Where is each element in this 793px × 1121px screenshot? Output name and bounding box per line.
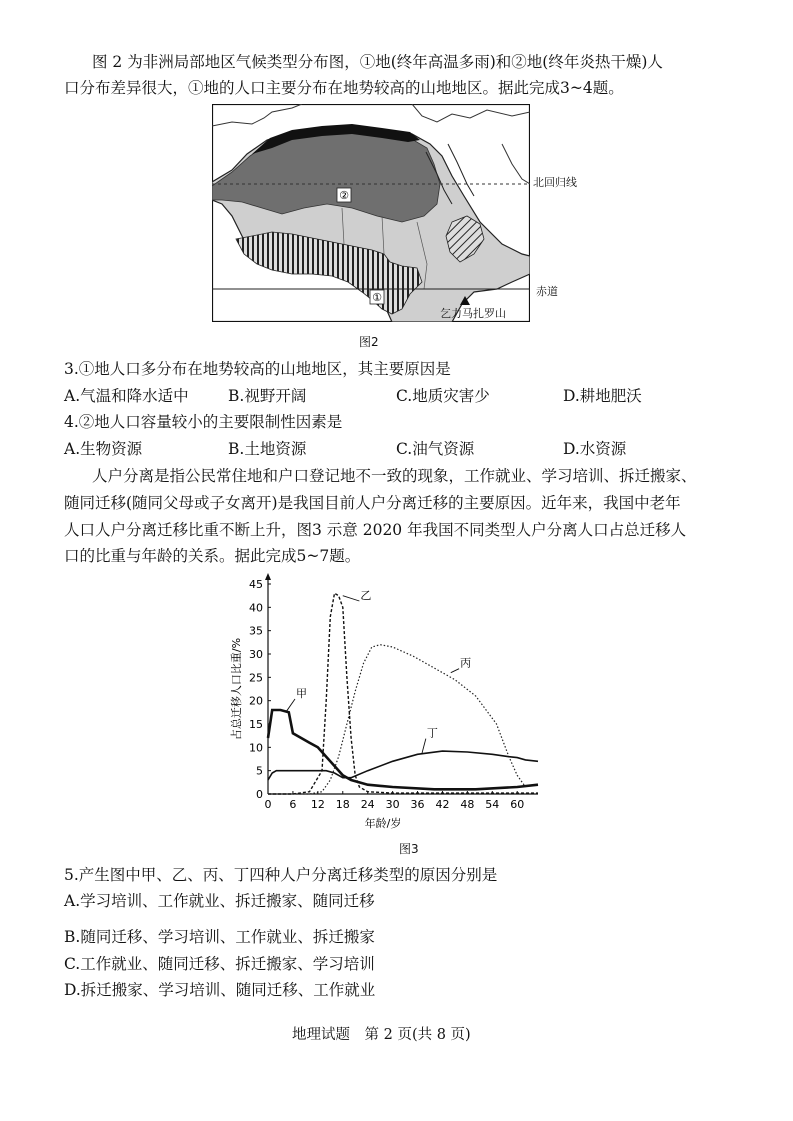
kilimanjaro-label: 乞力马扎罗山 bbox=[440, 307, 506, 320]
q3-option-d[interactable]: D.耕地肥沃 bbox=[563, 387, 642, 405]
y-tick-label: 10 bbox=[249, 741, 263, 755]
q5-option-b[interactable]: B.随同迁移、学习培训、工作就业、拆迁搬家 bbox=[64, 928, 375, 946]
q3-option-b[interactable]: B.视野开阔 bbox=[228, 387, 307, 405]
intro-line-1: 图 2 为非洲局部地区气候类型分布图，①地(终年高温多雨)和②地(终年炎热干燥)人 bbox=[92, 53, 663, 71]
series-leader-甲 bbox=[287, 699, 295, 711]
q5-stem: 5.产生图中甲、乙、丙、丁四种人户分离迁移类型的原因分别是 bbox=[64, 866, 498, 884]
series-leader-丁 bbox=[422, 739, 426, 755]
series-line-甲 bbox=[268, 710, 538, 789]
series-line-丁 bbox=[268, 751, 538, 780]
africa-climate-map bbox=[212, 104, 530, 322]
series-label-甲: 甲 bbox=[296, 687, 307, 700]
q5-option-a[interactable]: A.学习培训、工作就业、拆迁搬家、随同迁移 bbox=[64, 892, 375, 910]
x-tick-label: 24 bbox=[360, 798, 375, 811]
y-tick-label: 40 bbox=[249, 601, 263, 615]
x-tick-label: 60 bbox=[510, 798, 525, 811]
x-tick-label: 54 bbox=[485, 798, 500, 811]
x-tick-label: 0 bbox=[264, 798, 272, 811]
q4-option-a[interactable]: A.生物资源 bbox=[64, 440, 143, 458]
y-axis-arrow bbox=[265, 573, 271, 580]
q5-option-c[interactable]: C.工作就业、随同迁移、拆迁搬家、学习培训 bbox=[64, 955, 375, 973]
x-axis-label: 年龄/岁 bbox=[364, 817, 402, 830]
q4-option-c[interactable]: C.油气资源 bbox=[396, 440, 475, 458]
y-tick-label: 15 bbox=[249, 718, 263, 731]
x-tick-label: 12 bbox=[310, 798, 325, 811]
x-tick-label: 6 bbox=[289, 798, 297, 811]
y-axis-label: 占总迁移人口比重/% bbox=[230, 637, 243, 741]
q3-option-c[interactable]: C.地质灾害少 bbox=[396, 387, 490, 405]
passage-line-3: 人口人户分离迁移比重不断上升，图3 示意 2020 年我国不同类型人户分离人口占总迁移人 bbox=[64, 521, 687, 539]
y-tick-label: 20 bbox=[249, 694, 263, 708]
q5-option-d[interactable]: D.拆迁搬家、学习培训、随同迁移、工作就业 bbox=[64, 981, 376, 999]
figure3-caption: 图3 bbox=[399, 842, 419, 856]
region1-label: ① bbox=[372, 291, 382, 304]
series-label-丁: 丁 bbox=[426, 726, 438, 740]
migration-age-chart bbox=[226, 570, 556, 832]
series-line-丙 bbox=[268, 645, 526, 794]
series-label-乙: 乙 bbox=[360, 589, 372, 602]
series-leader-乙 bbox=[343, 596, 360, 601]
x-tick-label: 42 bbox=[435, 798, 450, 811]
equator-label: 赤道 bbox=[536, 285, 558, 298]
passage-line-4: 口的比重与年龄的关系。据此完成5~7题。 bbox=[64, 547, 361, 565]
y-tick-label: 30 bbox=[249, 648, 263, 661]
passage-line-1: 人户分离是指公民常住地和户口登记地不一致的现象，工作就业、学习培训、拆迁搬家、 bbox=[92, 467, 697, 485]
y-tick-label: 5 bbox=[256, 764, 263, 778]
x-tick-label: 36 bbox=[410, 798, 425, 811]
q3-stem: 3.①地人口多分布在地势较高的山地地区，其主要原因是 bbox=[64, 360, 451, 378]
intro-line-2: 口分布差异很大，①地的人口主要分布在地势较高的山地地区。据此完成3~4题。 bbox=[64, 79, 624, 97]
tropic-label: 北回归线 bbox=[533, 176, 577, 189]
y-tick-label: 35 bbox=[249, 624, 263, 638]
q3-option-a[interactable]: A.气温和降水适中 bbox=[64, 387, 189, 405]
q4-option-d[interactable]: D.水资源 bbox=[563, 440, 627, 458]
x-tick-label: 18 bbox=[335, 798, 350, 811]
region2-label: ② bbox=[339, 189, 349, 202]
x-tick-label: 30 bbox=[385, 798, 400, 811]
q4-option-b[interactable]: B.土地资源 bbox=[228, 440, 307, 458]
passage-line-2: 随同迁移(随同父母或子女离开)是我国目前人户分离迁移的主要原因。近年来，我国中老年 bbox=[64, 494, 681, 512]
y-tick-label: 25 bbox=[249, 671, 263, 685]
series-line-乙 bbox=[268, 593, 538, 794]
series-leader-丙 bbox=[451, 669, 459, 673]
page-footer: 地理试题 第 2 页(共 8 页) bbox=[292, 1027, 471, 1043]
figure2-caption: 图2 bbox=[359, 335, 379, 349]
q4-stem: 4.②地人口容量较小的主要限制性因素是 bbox=[64, 413, 343, 431]
series-label-丙: 丙 bbox=[460, 656, 472, 670]
y-tick-label: 45 bbox=[249, 578, 263, 591]
x-tick-label: 48 bbox=[460, 798, 475, 811]
y-tick-label: 0 bbox=[256, 788, 263, 801]
